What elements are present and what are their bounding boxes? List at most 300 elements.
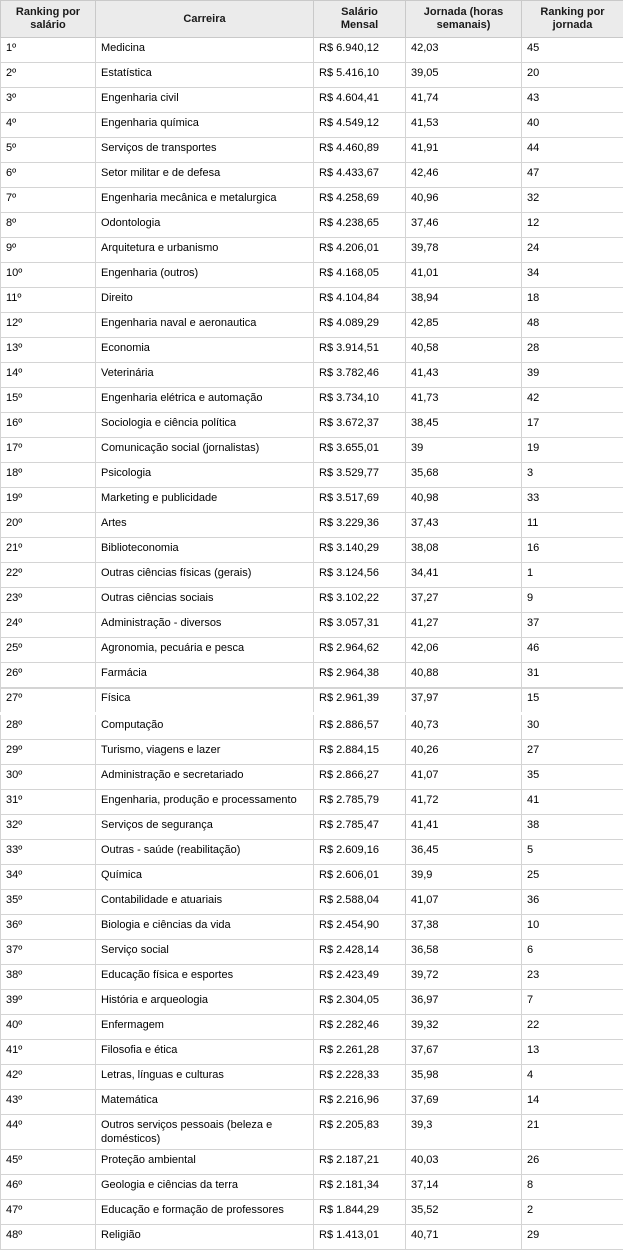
cell-jornada: 42,03 — [406, 38, 522, 63]
header-line-2: salário — [30, 19, 65, 31]
cell-carreira: Filosofia e ética — [96, 1040, 314, 1065]
cell-ranking-por-salario: 2º — [1, 63, 96, 88]
cell-ranking-por-jornada: 47 — [522, 163, 623, 188]
cell-ranking-por-jornada: 13 — [522, 1040, 623, 1065]
cell-salario-mensal: R$ 2.884,15 — [314, 740, 406, 765]
cell-ranking-por-salario: 29º — [1, 740, 96, 765]
table-row — [1, 940, 623, 965]
cell-salario-mensal: R$ 2.609,16 — [314, 840, 406, 865]
cell-carreira: Agronomia, pecuária e pesca — [96, 638, 314, 663]
cell-ranking-por-jornada: 11 — [522, 513, 623, 538]
cell-jornada: 36,45 — [406, 840, 522, 865]
cell-salario-mensal: R$ 4.238,65 — [314, 213, 406, 238]
cell-carreira: Economia — [96, 338, 314, 363]
cell-ranking-por-jornada: 26 — [522, 1150, 623, 1175]
cell-ranking-por-salario: 40º — [1, 1015, 96, 1040]
cell-carreira: Física — [96, 688, 314, 714]
cell-carreira: Outros serviços pessoais (beleza e domésticos) — [96, 1115, 314, 1150]
cell-salario-mensal: R$ 4.206,01 — [314, 238, 406, 263]
cell-salario-mensal: R$ 3.102,22 — [314, 588, 406, 613]
cell-salario-mensal: R$ 2.261,28 — [314, 1040, 406, 1065]
cell-jornada: 39 — [406, 438, 522, 463]
cell-jornada: 41,72 — [406, 790, 522, 815]
cell-ranking-por-salario: 30º — [1, 765, 96, 790]
cell-ranking-por-jornada: 28 — [522, 338, 623, 363]
table-row — [1, 638, 623, 663]
cell-ranking-por-salario: 43º — [1, 1090, 96, 1115]
cell-jornada: 39,32 — [406, 1015, 522, 1040]
cell-salario-mensal: R$ 3.517,69 — [314, 488, 406, 513]
cell-carreira: Estatística — [96, 63, 314, 88]
cell-jornada: 40,71 — [406, 1225, 522, 1250]
cell-ranking-por-salario: 38º — [1, 965, 96, 990]
cell-ranking-por-salario: 21º — [1, 538, 96, 563]
table-row — [1, 688, 623, 714]
cell-carreira: Serviços de segurança — [96, 815, 314, 840]
table-row — [1, 663, 623, 688]
cell-carreira: Administração e secretariado — [96, 765, 314, 790]
table-row — [1, 1115, 623, 1150]
column-header-ranking-por-jornada — [522, 1, 623, 38]
cell-jornada: 34,41 — [406, 563, 522, 588]
cell-ranking-por-jornada: 40 — [522, 113, 623, 138]
cell-salario-mensal: R$ 2.228,33 — [314, 1065, 406, 1090]
table-row — [1, 1090, 623, 1115]
cell-jornada: 41,07 — [406, 765, 522, 790]
cell-jornada: 41,53 — [406, 113, 522, 138]
cell-jornada: 41,01 — [406, 263, 522, 288]
cell-carreira: Veterinária — [96, 363, 314, 388]
cell-ranking-por-jornada: 18 — [522, 288, 623, 313]
cell-carreira: Computação — [96, 714, 314, 740]
table-row — [1, 338, 623, 363]
cell-ranking-por-salario: 25º — [1, 638, 96, 663]
cell-ranking-por-salario: 45º — [1, 1150, 96, 1175]
cell-jornada: 37,67 — [406, 1040, 522, 1065]
table-row — [1, 1200, 623, 1225]
table-row — [1, 363, 623, 388]
cell-salario-mensal: R$ 2.866,27 — [314, 765, 406, 790]
cell-jornada: 41,07 — [406, 890, 522, 915]
cell-salario-mensal: R$ 2.304,05 — [314, 990, 406, 1015]
cell-jornada: 42,85 — [406, 313, 522, 338]
cell-ranking-por-salario: 42º — [1, 1065, 96, 1090]
cell-salario-mensal: R$ 2.886,57 — [314, 714, 406, 740]
cell-carreira: Educação física e esportes — [96, 965, 314, 990]
cell-salario-mensal: R$ 4.604,41 — [314, 88, 406, 113]
cell-ranking-por-salario: 41º — [1, 1040, 96, 1065]
cell-carreira: Setor militar e de defesa — [96, 163, 314, 188]
cell-carreira: Turismo, viagens e lazer — [96, 740, 314, 765]
table-row — [1, 613, 623, 638]
cell-jornada: 40,96 — [406, 188, 522, 213]
table-row — [1, 188, 623, 213]
table-row — [1, 313, 623, 338]
cell-ranking-por-jornada: 19 — [522, 438, 623, 463]
table-row — [1, 714, 623, 740]
cell-ranking-por-salario: 16º — [1, 413, 96, 438]
cell-jornada: 39,9 — [406, 865, 522, 890]
table-row — [1, 538, 623, 563]
header-line-1: Salário — [341, 6, 378, 18]
table-row — [1, 965, 623, 990]
cell-salario-mensal: R$ 2.606,01 — [314, 865, 406, 890]
cell-ranking-por-salario: 26º — [1, 663, 96, 688]
cell-ranking-por-jornada: 24 — [522, 238, 623, 263]
cell-salario-mensal: R$ 4.104,84 — [314, 288, 406, 313]
cell-jornada: 38,45 — [406, 413, 522, 438]
cell-ranking-por-salario: 31º — [1, 790, 96, 815]
cell-ranking-por-jornada: 17 — [522, 413, 623, 438]
table-row — [1, 740, 623, 765]
cell-jornada: 37,97 — [406, 688, 522, 714]
cell-salario-mensal: R$ 3.057,31 — [314, 613, 406, 638]
cell-salario-mensal: R$ 4.089,29 — [314, 313, 406, 338]
cell-jornada: 40,98 — [406, 488, 522, 513]
cell-jornada: 40,03 — [406, 1150, 522, 1175]
table-row — [1, 288, 623, 313]
cell-ranking-por-salario: 14º — [1, 363, 96, 388]
table-row — [1, 563, 623, 588]
cell-salario-mensal: R$ 3.914,51 — [314, 338, 406, 363]
cell-ranking-por-jornada: 21 — [522, 1115, 623, 1150]
cell-ranking-por-jornada: 1 — [522, 563, 623, 588]
cell-carreira: Engenharia elétrica e automação — [96, 388, 314, 413]
table-row — [1, 113, 623, 138]
cell-ranking-por-salario: 27º — [1, 688, 96, 714]
cell-ranking-por-salario: 28º — [1, 714, 96, 740]
cell-carreira: Direito — [96, 288, 314, 313]
table-row — [1, 413, 623, 438]
cell-ranking-por-jornada: 30 — [522, 714, 623, 740]
cell-jornada: 37,43 — [406, 513, 522, 538]
cell-carreira: Educação e formação de professores — [96, 1200, 314, 1225]
table-body — [1, 38, 623, 1250]
table-row — [1, 388, 623, 413]
cell-ranking-por-jornada: 8 — [522, 1175, 623, 1200]
column-header-carreira — [96, 1, 314, 38]
cell-carreira: Química — [96, 865, 314, 890]
cell-ranking-por-salario: 36º — [1, 915, 96, 940]
cell-carreira: Engenharia, produção e processamento — [96, 790, 314, 815]
cell-jornada: 35,52 — [406, 1200, 522, 1225]
cell-salario-mensal: R$ 3.140,29 — [314, 538, 406, 563]
cell-salario-mensal: R$ 3.734,10 — [314, 388, 406, 413]
cell-carreira: Biblioteconomia — [96, 538, 314, 563]
cell-carreira: Biologia e ciências da vida — [96, 915, 314, 940]
cell-ranking-por-jornada: 10 — [522, 915, 623, 940]
cell-carreira: Proteção ambiental — [96, 1150, 314, 1175]
cell-jornada: 41,27 — [406, 613, 522, 638]
cell-jornada: 40,73 — [406, 714, 522, 740]
cell-salario-mensal: R$ 2.187,21 — [314, 1150, 406, 1175]
table-row — [1, 990, 623, 1015]
cell-salario-mensal: R$ 3.672,37 — [314, 413, 406, 438]
column-header-jornada-horas-semanais — [406, 1, 522, 38]
cell-ranking-por-salario: 39º — [1, 990, 96, 1015]
cell-salario-mensal: R$ 4.168,05 — [314, 263, 406, 288]
cell-carreira: Engenharia mecânica e metalurgica — [96, 188, 314, 213]
cell-jornada: 36,58 — [406, 940, 522, 965]
cell-jornada: 41,74 — [406, 88, 522, 113]
header-line-1: Jornada (horas — [424, 6, 503, 18]
table-row — [1, 865, 623, 890]
cell-ranking-por-jornada: 33 — [522, 488, 623, 513]
cell-salario-mensal: R$ 3.782,46 — [314, 363, 406, 388]
cell-jornada: 37,14 — [406, 1175, 522, 1200]
cell-salario-mensal: R$ 4.549,12 — [314, 113, 406, 138]
cell-salario-mensal: R$ 2.181,34 — [314, 1175, 406, 1200]
cell-ranking-por-salario: 8º — [1, 213, 96, 238]
cell-ranking-por-jornada: 5 — [522, 840, 623, 865]
cell-carreira: Enfermagem — [96, 1015, 314, 1040]
cell-salario-mensal: R$ 3.529,77 — [314, 463, 406, 488]
cell-jornada: 37,27 — [406, 588, 522, 613]
cell-ranking-por-jornada: 29 — [522, 1225, 623, 1250]
cell-salario-mensal: R$ 6.940,12 — [314, 38, 406, 63]
cell-carreira: Artes — [96, 513, 314, 538]
cell-jornada: 37,46 — [406, 213, 522, 238]
cell-salario-mensal: R$ 2.785,79 — [314, 790, 406, 815]
table-row — [1, 488, 623, 513]
header-line-1: Ranking por — [540, 6, 604, 18]
cell-carreira: Letras, línguas e culturas — [96, 1065, 314, 1090]
cell-ranking-por-jornada: 46 — [522, 638, 623, 663]
cell-ranking-por-salario: 32º — [1, 815, 96, 840]
header-line-2: Mensal — [341, 19, 378, 31]
table-row — [1, 1065, 623, 1090]
cell-carreira: Administração - diversos — [96, 613, 314, 638]
cell-ranking-por-jornada: 12 — [522, 213, 623, 238]
cell-carreira: Marketing e publicidade — [96, 488, 314, 513]
cell-ranking-por-salario: 20º — [1, 513, 96, 538]
cell-ranking-por-jornada: 16 — [522, 538, 623, 563]
table-row — [1, 1150, 623, 1175]
cell-ranking-por-jornada: 41 — [522, 790, 623, 815]
cell-jornada: 35,98 — [406, 1065, 522, 1090]
cell-carreira: Odontologia — [96, 213, 314, 238]
cell-carreira: Outras ciências sociais — [96, 588, 314, 613]
cell-carreira: Contabilidade e atuariais — [96, 890, 314, 915]
cell-salario-mensal: R$ 2.961,39 — [314, 688, 406, 714]
cell-jornada: 41,43 — [406, 363, 522, 388]
cell-ranking-por-jornada: 38 — [522, 815, 623, 840]
column-header-ranking-por-salario — [1, 1, 96, 38]
cell-jornada: 41,91 — [406, 138, 522, 163]
cell-ranking-por-jornada: 44 — [522, 138, 623, 163]
cell-salario-mensal: R$ 1.413,01 — [314, 1225, 406, 1250]
table-row — [1, 1040, 623, 1065]
cell-jornada: 40,88 — [406, 663, 522, 688]
header-line-2: jornada — [553, 19, 593, 31]
table-row — [1, 63, 623, 88]
cell-ranking-por-jornada: 4 — [522, 1065, 623, 1090]
cell-ranking-por-salario: 44º — [1, 1115, 96, 1150]
cell-carreira: Outras - saúde (reabilitação) — [96, 840, 314, 865]
table-row — [1, 163, 623, 188]
cell-jornada: 40,26 — [406, 740, 522, 765]
table-row — [1, 1015, 623, 1040]
table-row — [1, 840, 623, 865]
cell-ranking-por-salario: 35º — [1, 890, 96, 915]
cell-salario-mensal: R$ 2.216,96 — [314, 1090, 406, 1115]
cell-ranking-por-jornada: 42 — [522, 388, 623, 413]
cell-jornada: 39,3 — [406, 1115, 522, 1150]
cell-jornada: 37,38 — [406, 915, 522, 940]
cell-ranking-por-salario: 19º — [1, 488, 96, 513]
table-header — [1, 1, 623, 38]
cell-carreira: História e arqueologia — [96, 990, 314, 1015]
cell-jornada: 36,97 — [406, 990, 522, 1015]
cell-ranking-por-salario: 46º — [1, 1175, 96, 1200]
cell-ranking-por-jornada: 32 — [522, 188, 623, 213]
cell-ranking-por-jornada: 48 — [522, 313, 623, 338]
cell-jornada: 35,68 — [406, 463, 522, 488]
cell-salario-mensal: R$ 3.655,01 — [314, 438, 406, 463]
cell-ranking-por-jornada: 22 — [522, 1015, 623, 1040]
cell-carreira: Engenharia civil — [96, 88, 314, 113]
cell-ranking-por-salario: 22º — [1, 563, 96, 588]
cell-ranking-por-jornada: 34 — [522, 263, 623, 288]
cell-ranking-por-jornada: 2 — [522, 1200, 623, 1225]
table-row — [1, 765, 623, 790]
cell-ranking-por-jornada: 43 — [522, 88, 623, 113]
table-row — [1, 38, 623, 63]
cell-ranking-por-salario: 1º — [1, 38, 96, 63]
cell-ranking-por-salario: 17º — [1, 438, 96, 463]
cell-carreira: Comunicação social (jornalistas) — [96, 438, 314, 463]
column-header-salario-mensal — [314, 1, 406, 38]
cell-ranking-por-jornada: 9 — [522, 588, 623, 613]
table-row — [1, 88, 623, 113]
cell-carreira: Farmácia — [96, 663, 314, 688]
cell-jornada: 40,58 — [406, 338, 522, 363]
cell-ranking-por-jornada: 27 — [522, 740, 623, 765]
table-row — [1, 1225, 623, 1250]
table-row — [1, 238, 623, 263]
cell-jornada: 41,41 — [406, 815, 522, 840]
cell-ranking-por-jornada: 45 — [522, 38, 623, 63]
cell-ranking-por-salario: 24º — [1, 613, 96, 638]
cell-ranking-por-salario: 13º — [1, 338, 96, 363]
cell-jornada: 39,05 — [406, 63, 522, 88]
cell-carreira: Engenharia (outros) — [96, 263, 314, 288]
cell-salario-mensal: R$ 2.588,04 — [314, 890, 406, 915]
cell-ranking-por-salario: 37º — [1, 940, 96, 965]
cell-ranking-por-jornada: 35 — [522, 765, 623, 790]
cell-ranking-por-salario: 23º — [1, 588, 96, 613]
cell-jornada: 39,78 — [406, 238, 522, 263]
table-row — [1, 890, 623, 915]
cell-salario-mensal: R$ 2.205,83 — [314, 1115, 406, 1150]
cell-ranking-por-jornada: 20 — [522, 63, 623, 88]
cell-ranking-por-jornada: 25 — [522, 865, 623, 890]
cell-salario-mensal: R$ 1.844,29 — [314, 1200, 406, 1225]
cell-ranking-por-salario: 4º — [1, 113, 96, 138]
cell-ranking-por-salario: 12º — [1, 313, 96, 338]
cell-carreira: Serviço social — [96, 940, 314, 965]
header-line-1: Ranking por — [16, 6, 80, 18]
cell-salario-mensal: R$ 5.416,10 — [314, 63, 406, 88]
cell-ranking-por-salario: 11º — [1, 288, 96, 313]
cell-ranking-por-jornada: 39 — [522, 363, 623, 388]
cell-jornada: 39,72 — [406, 965, 522, 990]
cell-ranking-por-salario: 6º — [1, 163, 96, 188]
cell-jornada: 38,08 — [406, 538, 522, 563]
cell-carreira: Engenharia química — [96, 113, 314, 138]
cell-salario-mensal: R$ 2.964,38 — [314, 663, 406, 688]
cell-salario-mensal: R$ 2.454,90 — [314, 915, 406, 940]
cell-ranking-por-jornada: 3 — [522, 463, 623, 488]
cell-salario-mensal: R$ 4.433,67 — [314, 163, 406, 188]
cell-ranking-por-jornada: 31 — [522, 663, 623, 688]
cell-carreira: Outras ciências físicas (gerais) — [96, 563, 314, 588]
table-row — [1, 513, 623, 538]
cell-carreira: Sociologia e ciência política — [96, 413, 314, 438]
cell-ranking-por-salario: 10º — [1, 263, 96, 288]
cell-jornada: 42,46 — [406, 163, 522, 188]
cell-ranking-por-salario: 18º — [1, 463, 96, 488]
cell-ranking-por-jornada: 36 — [522, 890, 623, 915]
cell-salario-mensal: R$ 3.124,56 — [314, 563, 406, 588]
cell-ranking-por-salario: 3º — [1, 88, 96, 113]
cell-ranking-por-salario: 9º — [1, 238, 96, 263]
cell-carreira: Geologia e ciências da terra — [96, 1175, 314, 1200]
table-row — [1, 463, 623, 488]
table-row — [1, 438, 623, 463]
table-row — [1, 588, 623, 613]
cell-ranking-por-jornada: 23 — [522, 965, 623, 990]
cell-ranking-por-salario: 47º — [1, 1200, 96, 1225]
cell-carreira: Psicologia — [96, 463, 314, 488]
cell-ranking-por-jornada: 6 — [522, 940, 623, 965]
cell-salario-mensal: R$ 2.428,14 — [314, 940, 406, 965]
cell-salario-mensal: R$ 4.460,89 — [314, 138, 406, 163]
cell-ranking-por-salario: 48º — [1, 1225, 96, 1250]
table-header-row — [1, 1, 623, 38]
cell-carreira: Arquitetura e urbanismo — [96, 238, 314, 263]
table-row — [1, 213, 623, 238]
cell-ranking-por-salario: 34º — [1, 865, 96, 890]
cell-ranking-por-salario: 5º — [1, 138, 96, 163]
cell-jornada: 37,69 — [406, 1090, 522, 1115]
cell-ranking-por-jornada: 37 — [522, 613, 623, 638]
cell-jornada: 41,73 — [406, 388, 522, 413]
cell-salario-mensal: R$ 2.785,47 — [314, 815, 406, 840]
header-line-1: Carreira — [183, 13, 225, 25]
table-row — [1, 915, 623, 940]
cell-ranking-por-jornada: 7 — [522, 990, 623, 1015]
cell-salario-mensal: R$ 2.423,49 — [314, 965, 406, 990]
table-row — [1, 138, 623, 163]
cell-jornada: 42,06 — [406, 638, 522, 663]
cell-carreira: Medicina — [96, 38, 314, 63]
cell-salario-mensal: R$ 2.282,46 — [314, 1015, 406, 1040]
cell-salario-mensal: R$ 2.964,62 — [314, 638, 406, 663]
cell-salario-mensal: R$ 3.229,36 — [314, 513, 406, 538]
header-line-2: semanais) — [437, 19, 491, 31]
cell-carreira: Serviços de transportes — [96, 138, 314, 163]
cell-carreira: Matemática — [96, 1090, 314, 1115]
cell-ranking-por-salario: 7º — [1, 188, 96, 213]
cell-salario-mensal: R$ 4.258,69 — [314, 188, 406, 213]
table-row — [1, 1175, 623, 1200]
cell-carreira: Engenharia naval e aeronautica — [96, 313, 314, 338]
cell-ranking-por-jornada: 15 — [522, 688, 623, 714]
table-row — [1, 790, 623, 815]
cell-ranking-por-jornada: 14 — [522, 1090, 623, 1115]
table-row — [1, 815, 623, 840]
